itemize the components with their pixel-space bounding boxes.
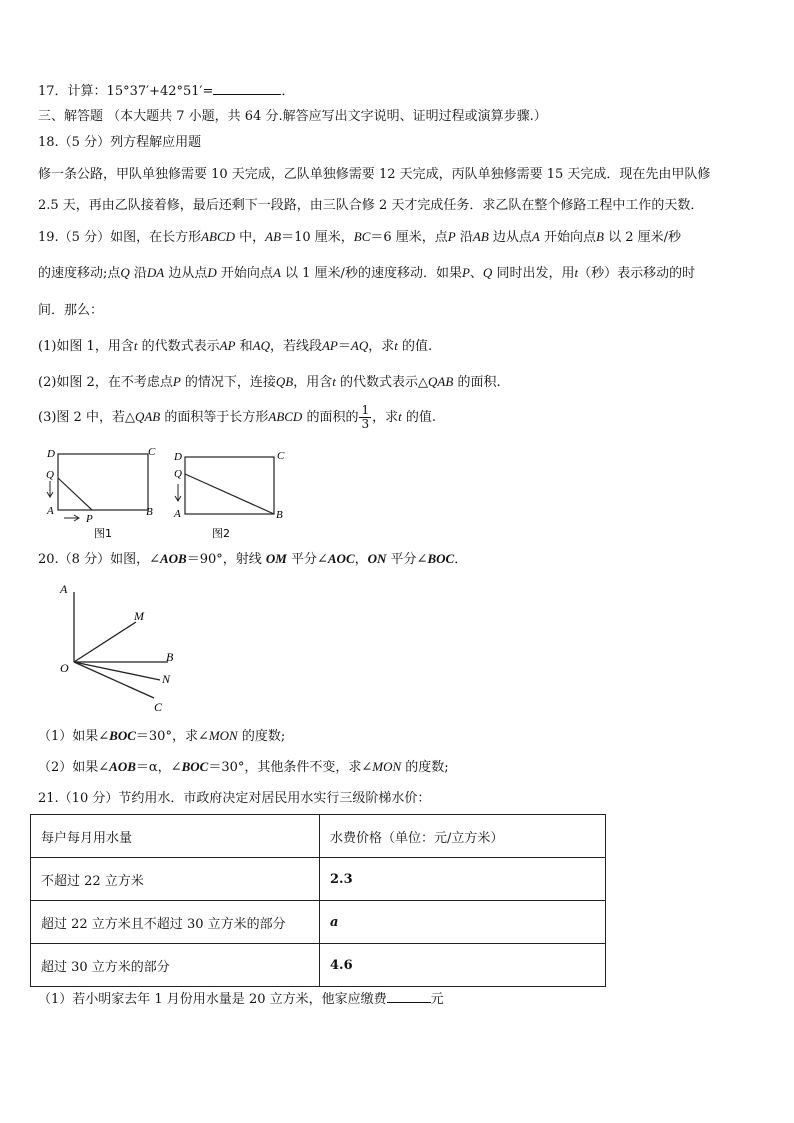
label-A: A <box>60 582 68 596</box>
q19-p1-k: ，求 <box>368 339 395 354</box>
q19-l1-var: ABCD <box>201 229 236 244</box>
q19-l2-var: Q <box>482 265 493 280</box>
table-row <box>31 944 606 987</box>
fig1-label-B: B <box>146 506 153 518</box>
q21-p1-unit: 元 <box>430 992 444 1007</box>
table-header-row <box>31 815 606 858</box>
label-M: M <box>134 609 144 623</box>
q19-text-line3: 间．那么： <box>38 303 104 318</box>
q19-p3-h: 的值. <box>401 410 437 425</box>
q19-l2-e: 边从点 <box>164 266 208 281</box>
q21-part1 <box>38 990 444 1009</box>
fig2-label-D: D <box>174 451 182 463</box>
q19-p1-g: ，若线段 <box>269 339 322 354</box>
q19-p2-a: (2)如图 2，在不考虑点 <box>38 375 173 390</box>
q17-suffix: ． <box>281 84 295 99</box>
q19-l2-var: A <box>272 265 281 280</box>
fig1-label-A: A <box>47 505 54 517</box>
table-row <box>31 901 606 944</box>
q20-p2-angle: AOB <box>109 759 136 774</box>
q18-text-line2: 2.5 天，再由乙队接着修，最后还剩下一段路，由三队合修 2 天才完成任务．求乙队在整个修路工程中工作的天数． <box>38 198 704 213</box>
fig1-caption: 图1 <box>94 527 112 540</box>
table-header-cell: 水费价格（单位：元/立方米） <box>320 815 606 858</box>
q19-l2-var: P <box>461 265 470 280</box>
q19-l2-a: 的速度移动;点 <box>38 266 121 281</box>
table-cell: 超过 30 立方米的部分 <box>31 944 320 987</box>
figure-2 <box>173 450 285 540</box>
q21-p1-a: （1）若小明家去年 1 月份用水量是 20 立方米，他家应缴费 <box>38 992 387 1007</box>
fig2-label-Q: Q <box>174 468 182 480</box>
table-cell: 不超过 22 立方米 <box>31 858 320 901</box>
q20-p1-angle: BOC <box>109 728 136 743</box>
q19-p3-e: 的面积的 <box>302 410 359 425</box>
q19-figures <box>40 444 300 544</box>
table-header-cell: 每户每月用水量 <box>31 815 320 858</box>
q17-prefix: 17．计算： <box>38 84 107 99</box>
q19-p3-var: QAB <box>134 409 161 424</box>
q20-p2-angle: MON <box>372 759 402 774</box>
q19-p3-a: (3)图 2 中，若△ <box>38 410 135 425</box>
q19-l1-var: AB <box>265 229 282 244</box>
fig2-label-C: C <box>277 450 285 462</box>
fig2-caption: 图2 <box>212 527 230 540</box>
q20-i: 平分∠ <box>386 552 428 567</box>
q19-l1-var: AB <box>472 229 489 244</box>
q20-p2-g: 的度数; <box>401 760 449 775</box>
q19-l2-k: 、 <box>469 266 483 281</box>
figure-1 <box>46 446 156 540</box>
ray-OC <box>74 662 154 698</box>
q19-p3-f: ，求 <box>372 410 399 425</box>
ray-ON <box>74 662 160 680</box>
q21-answer-blank <box>387 990 431 1003</box>
fig2-rectangle <box>185 457 274 514</box>
q19-part1 <box>38 337 432 356</box>
q19-p2-g: 的代数式表示△ <box>335 375 429 390</box>
label-B: B <box>166 650 174 664</box>
q19-l1-m: 开始向点 <box>539 230 596 245</box>
q19-l1-var: P <box>447 229 456 244</box>
q19-p1-var: t <box>133 338 138 353</box>
q19-l2-var: DA <box>146 265 165 280</box>
q19-l2-c: 沿 <box>129 266 147 281</box>
q18-heading: 18.（5 分）列方程解应用题 <box>38 135 202 150</box>
q19-l2-m: 同时出发，用 <box>492 266 575 281</box>
water-price-table <box>30 814 606 987</box>
fig1-label-C: C <box>148 446 156 458</box>
q19-l1-e: ＝10 厘米， <box>281 230 354 245</box>
q19-p2-c: 的情况下，连接 <box>180 375 276 390</box>
q20-c: ＝90°，射线 <box>186 552 266 567</box>
q19-l1-k: 边从点 <box>488 230 532 245</box>
q19-p2-var: P <box>172 374 181 389</box>
q20-p1-angle: MON <box>208 728 238 743</box>
fig1-label-Q: Q <box>46 469 54 481</box>
q19-l2-var: Q <box>120 265 130 280</box>
q17-expression: 15°37′+42°51′= <box>106 84 214 99</box>
q20-angle-name: AOB <box>159 551 187 566</box>
q19-l1-a: 19.（5 分）如图，在长方形 <box>38 230 202 245</box>
q17-answer-blank <box>213 82 281 95</box>
q19-l2-var: t <box>574 265 579 280</box>
q19-p1-i: ＝ <box>337 339 351 354</box>
fraction-one-third <box>359 404 371 431</box>
q20-part2 <box>38 758 449 777</box>
q19-l1-var: BC <box>353 229 371 244</box>
q19-p1-c: 的代数式表示 <box>137 339 220 354</box>
q18-text-line1: 修一条公路，甲队单独修需要 10 天完成，乙队单独修需要 12 天完成，丙队单独修需要 15 天完成．现在先由甲队修 <box>38 167 711 182</box>
q19-p1-var: AQ <box>252 338 270 353</box>
q19-p2-var: QAB <box>428 374 454 389</box>
q21-text: 21.（10 分）节约用水．市政府决定对居民用水实行三级阶梯水价： <box>38 791 431 806</box>
table-row <box>31 858 606 901</box>
section3-heading: 三、解答题 （本大题共 7 小题，共 64 分.解答应写出文字说明、证明过程或演算步骤.） <box>38 109 547 124</box>
q19-p1-var: AP <box>321 338 338 353</box>
q19-l1-var: B <box>596 229 604 244</box>
q19-p3-var: ABCD <box>268 409 303 424</box>
q20-e: 平分∠ <box>286 552 328 567</box>
q20-text <box>38 550 467 569</box>
fraction-numerator: 1 <box>361 403 370 417</box>
q19-p2-i: 的面积. <box>453 375 501 390</box>
q20-part1 <box>38 727 285 746</box>
q19-p2-var: t <box>332 374 336 389</box>
q19-p2-e: ，用含 <box>293 375 333 390</box>
fig2-label-A: A <box>174 508 181 520</box>
q19-p1-var: AP <box>219 338 236 353</box>
fig1-label-D: D <box>47 448 55 460</box>
q20-p2-a: （2）如果∠ <box>38 760 110 775</box>
q20-p2-c: ＝α，∠ <box>135 760 182 775</box>
q20-angle-name: BOC <box>427 551 455 566</box>
q20-k: ． <box>454 552 468 567</box>
table-cell: a <box>320 901 606 944</box>
q19-p1-m: 的值. <box>397 339 433 354</box>
label-C: C <box>154 700 163 714</box>
q19-text-line1 <box>38 228 681 247</box>
fig1-segment-QP <box>58 478 92 510</box>
q19-text-line2 <box>38 264 695 283</box>
fig2-label-B: B <box>276 509 283 521</box>
fig2-segment-QB <box>185 474 274 514</box>
table-cell: 超过 22 立方米且不超过 30 立方米的部分 <box>31 901 320 944</box>
q17-line <box>38 82 294 101</box>
q19-p1-e: 和 <box>235 339 253 354</box>
q20-a: 20.（8 分）如图，∠ <box>38 552 160 567</box>
q20-p1-e: 的度数; <box>237 729 286 744</box>
q19-part3 <box>38 402 436 433</box>
q20-p2-angle: BOC <box>181 759 209 774</box>
q20-ray-name: OM <box>265 551 287 566</box>
q20-p1-c: ＝30°，求∠ <box>135 729 209 744</box>
q19-p1-a: (1)如图 1，用含 <box>38 339 134 354</box>
q20-ray-name: ON <box>367 551 387 566</box>
q20-g: ， <box>354 552 368 567</box>
q19-p2-var: QB <box>275 374 294 389</box>
q19-l1-g: ＝6 厘米，点 <box>370 230 448 245</box>
q20-p1-a: （1）如果∠ <box>38 729 110 744</box>
label-O: O <box>60 661 69 675</box>
q19-p1-var: AQ <box>350 338 369 353</box>
table-cell: 2.3 <box>320 858 606 901</box>
q19-l1-i: 沿 <box>455 230 473 245</box>
ray-OM <box>74 622 136 662</box>
q19-p1-var: t <box>394 338 398 353</box>
fig1-rectangle <box>58 454 148 510</box>
q20-angle-name: AOC <box>327 551 355 566</box>
q19-l2-o: （秒）表示移动的时 <box>578 266 696 281</box>
q19-part2 <box>38 373 501 392</box>
q19-p3-c: 的面积等于长方形 <box>160 410 269 425</box>
q20-figure <box>50 580 190 715</box>
q19-l2-i: 以 1 厘米/秒的速度移动．如果 <box>280 266 462 281</box>
fraction-denominator: 3 <box>361 417 370 431</box>
q19-l2-var: D <box>207 265 217 280</box>
q19-l2-g: 开始向点 <box>216 266 273 281</box>
q20-p2-e: ＝30°，其他条件不变，求∠ <box>208 760 373 775</box>
q19-l1-o: 以 2 厘米/秒 <box>603 230 682 245</box>
q19-l1-var: A <box>531 229 540 244</box>
label-N: N <box>162 672 171 686</box>
fig1-label-P: P <box>86 513 93 525</box>
q19-p3-var: t <box>398 409 402 424</box>
q19-l1-c: 中， <box>235 230 266 245</box>
table-cell: 4.6 <box>320 944 606 987</box>
